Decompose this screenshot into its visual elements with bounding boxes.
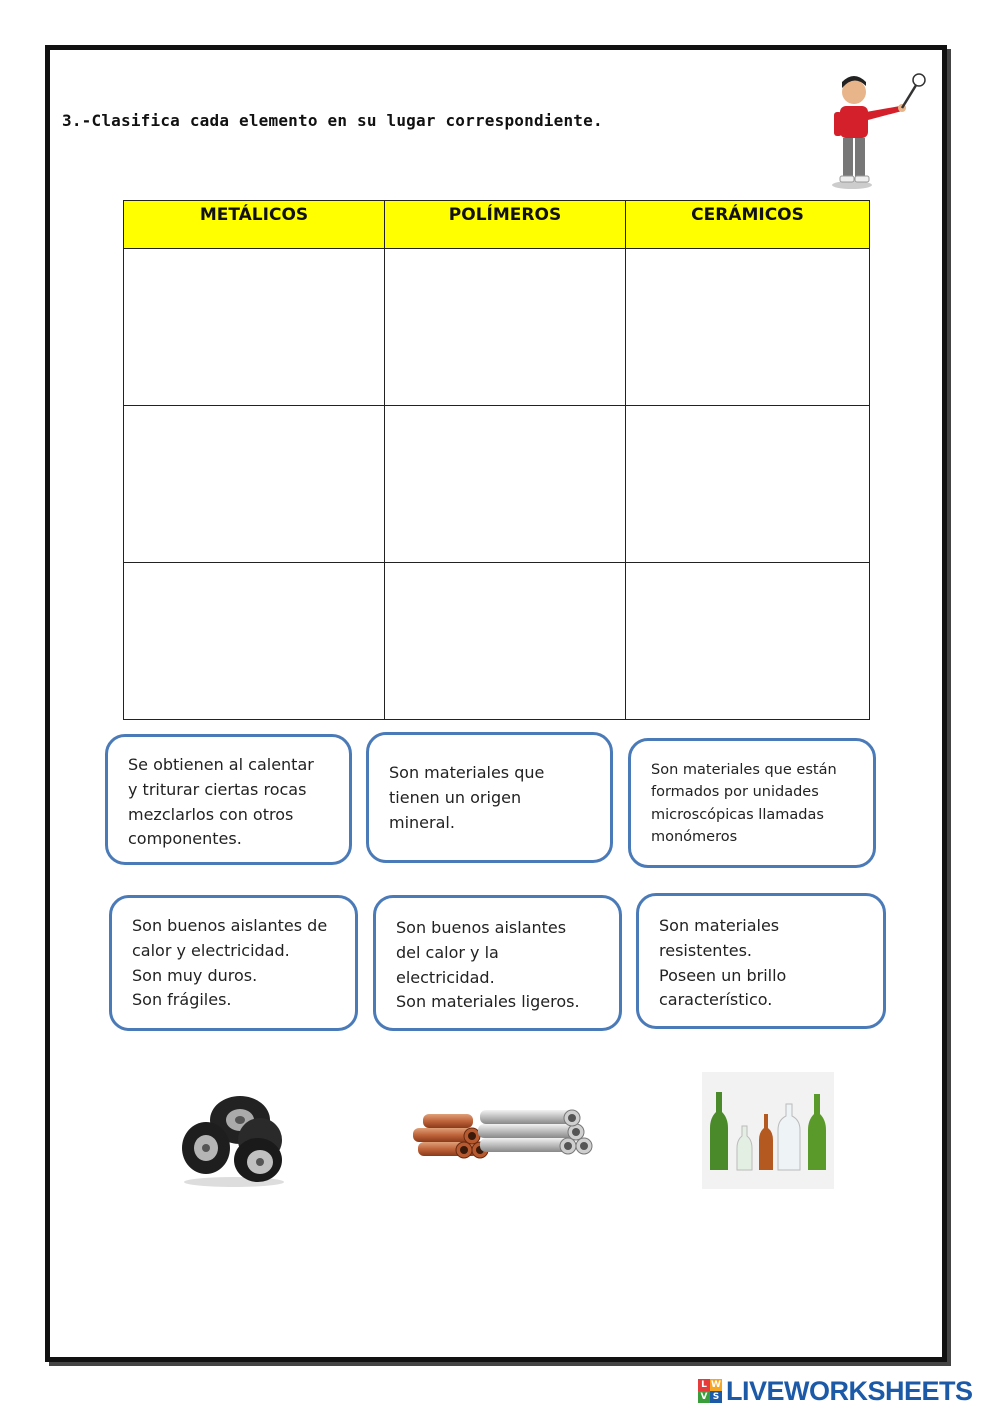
- drop-zone-polimeros-2[interactable]: [385, 406, 626, 563]
- liveworksheets-brand[interactable]: [698, 1376, 973, 1406]
- classification-table: [123, 200, 870, 720]
- table-row: [124, 406, 870, 563]
- draggable-card-2[interactable]: [366, 732, 613, 863]
- table-row: [124, 563, 870, 720]
- tires-image[interactable]: [178, 1092, 290, 1188]
- card-text: Son materiales resistentes. Poseen un brillo característico.: [659, 916, 787, 1010]
- logo-letter: V: [698, 1391, 710, 1403]
- header-ceramicos: CERÁMICOS: [626, 201, 870, 249]
- drop-zone-ceramicos-3[interactable]: [626, 563, 870, 720]
- brand-name: LIVEWORKSHEETS: [726, 1375, 973, 1406]
- card-text: Son materiales que tienen un origen mineral.: [389, 763, 545, 832]
- drop-zone-ceramicos-1[interactable]: [626, 249, 870, 406]
- drop-zone-metalicos-2[interactable]: [124, 406, 385, 563]
- draggable-card-1[interactable]: [105, 734, 352, 865]
- drop-zone-polimeros-1[interactable]: [385, 249, 626, 406]
- draggable-card-5[interactable]: [373, 895, 622, 1031]
- drop-zone-ceramicos-2[interactable]: [626, 406, 870, 563]
- header-polimeros: POLÍMEROS: [385, 201, 626, 249]
- teacher-pointing-icon: [822, 72, 927, 190]
- bottles-image[interactable]: [702, 1072, 834, 1189]
- card-text: Son buenos aislantes del calor y la electricidad. Son materiales ligeros.: [396, 918, 580, 1012]
- header-metalicos: METÁLICOS: [124, 201, 385, 249]
- card-text: Son buenos aislantes de calor y electricidad. Son muy duros. Son frágiles.: [132, 916, 328, 1010]
- drop-zone-metalicos-3[interactable]: [124, 563, 385, 720]
- card-text: Se obtienen al calentar y triturar ciertas rocas mezclarlos con otros componentes.: [128, 755, 314, 849]
- logo-letter: S: [710, 1391, 722, 1403]
- card-text: Son materiales que están formados por unidades microscópicas llamadas monómeros: [651, 762, 837, 846]
- table-row: [124, 249, 870, 406]
- drop-zone-polimeros-3[interactable]: [385, 563, 626, 720]
- logo-letter: L: [698, 1379, 710, 1391]
- draggable-card-3[interactable]: [628, 738, 876, 868]
- logo-letter: W: [711, 1380, 721, 1390]
- draggable-card-4[interactable]: [109, 895, 358, 1031]
- pipes-image[interactable]: [408, 1100, 593, 1162]
- liveworksheets-logo-icon: [698, 1379, 722, 1403]
- drop-zone-metalicos-1[interactable]: [124, 249, 385, 406]
- instruction-text: 3.-Clasifica cada elemento en su lugar correspondiente.: [62, 111, 603, 130]
- draggable-card-6[interactable]: [636, 893, 886, 1029]
